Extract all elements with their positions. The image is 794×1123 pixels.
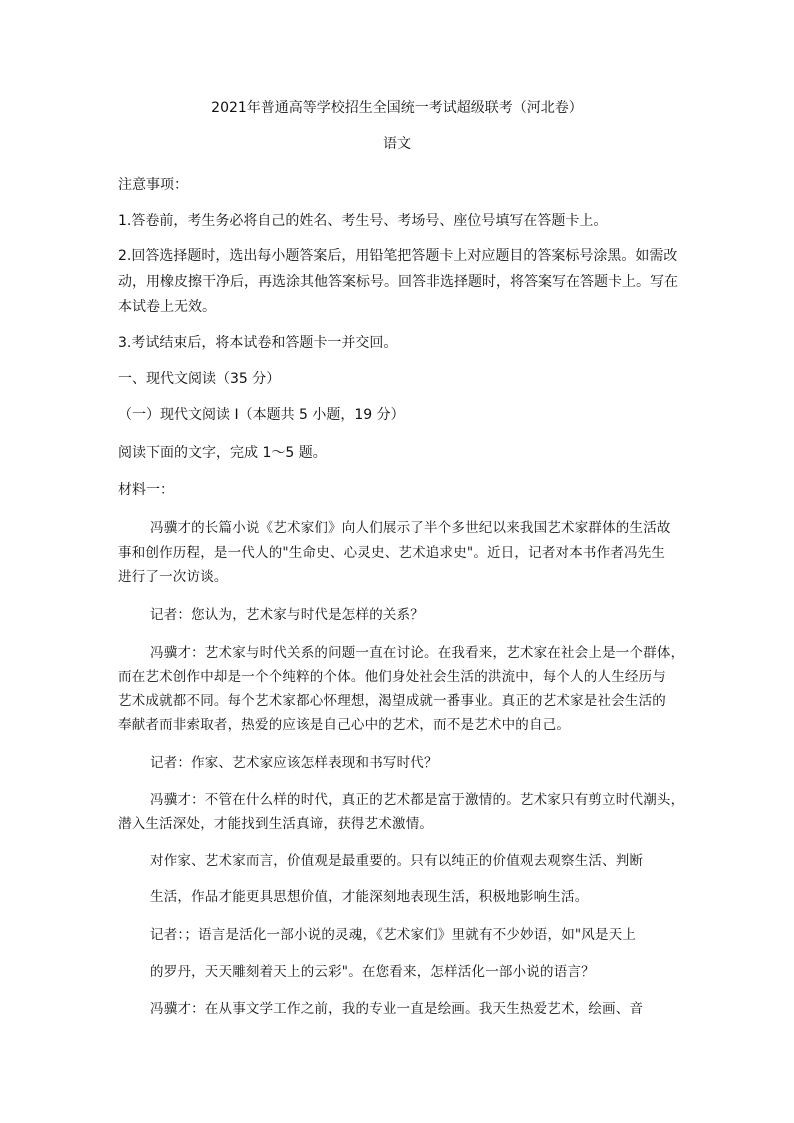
notice-item-2-line-3: 本试卷上无效。 [118,299,216,315]
passage-p3-line-1: 冯骥才：艺术家与时代关系的问题一直在讨论。在我看来，艺术家在社会上是一个群体， [150,645,685,661]
notice-item-2-line-1: 2.回答选择题时，选出每小题答案后，用铅笔把答题卡上对应题目的答案标号涂黑。如需改 [118,248,678,264]
exam-title: 2021年普通高等学校招生全国统一考试超级联考（河北卷） [211,100,583,116]
notice-heading: 注意事项： [118,177,188,193]
passage-question-2: 记者：作家、艺术家应该怎样表现和书写时代？ [150,755,438,771]
passage-p6-line-2: 生活，作品才能更具思想价值，才能深刻地表现生活，积极地影响生活。 [150,889,589,905]
notice-item-1: 1.答卷前，考生务必将自己的姓名、考生号、考场号、座位号填写在答题卡上。 [118,213,608,229]
reading-instruction: 阅读下面的文字，完成 1～5 题。 [118,445,327,461]
material-label: 材料一： [118,482,174,498]
passage-p8-line-1: 冯骥才：在从事文学工作之前，我的专业一直是绘画。我天生热爱艺术，绘画、音 [150,1001,644,1017]
passage-p3-line-4: 奉献者而非索取者，热爱的应该是自己心中的艺术，而不是艺术中的自己。 [118,717,571,733]
passage-p6-line-1: 对作家、艺术家而言，价值观是最重要的。只有以纯正的价值观去观察生活、判断 [150,853,644,869]
passage-p5-line-1: 冯骥才：不管在什么样的时代，真正的艺术都是富于激情的。艺术家只有剪立时代潮头， [150,792,685,808]
passage-p1-line-2: 事和创作历程，是一代人的"生命史、心灵史、艺术追求史"。近日，记者对本书作者冯先生 [118,545,666,561]
notice-item-3: 3.考试结束后，将本试卷和答题卡一并交回。 [118,335,398,351]
passage-p1-line-1: 冯骥才的长篇小说《艺术家们》向人们展示了半个多世纪以来我国艺术家群体的生活故 [150,520,671,536]
passage-question-3-line-1: 记者：；语言是活化一部小说的灵魂，《艺术家们》里就有不少妙语，如"风是天上 [150,927,637,943]
passage-p3-line-2: 而在艺术创作中却是一个个纯粹的个体。他们身处社会生活的洪流中，每个人的人生经历与 [118,669,666,685]
passage-p1-line-3: 进行了一次访谈。 [118,569,228,585]
passage-question-1: 记者：您认为，艺术家与时代是怎样的关系？ [150,607,424,623]
subject-title: 语文 [383,136,411,152]
section-heading: 一、现代文阅读（35 分） [118,371,281,387]
notice-item-2-line-2: 动，用橡皮擦干净后，再选涂其他答案标号。回答非选择题时，将答案写在答题卡上。写在 [118,274,678,290]
passage-p3-line-3: 艺术成就都不同。每个艺术家都心怀理想，渴望成就一番事业。真正的艺术家是社会生活的 [118,693,666,709]
passage-question-3-line-2: 的罗丹，天天雕刻着天上的云彩"。在您看来，怎样活化一部小说的语言？ [150,964,595,980]
subsection-heading: （一）现代文阅读 I（本题共 5 小题，19 分） [118,407,405,423]
passage-p5-line-2: 潜入生活深处，才能找到生活真谛，获得艺术激情。 [118,816,434,832]
